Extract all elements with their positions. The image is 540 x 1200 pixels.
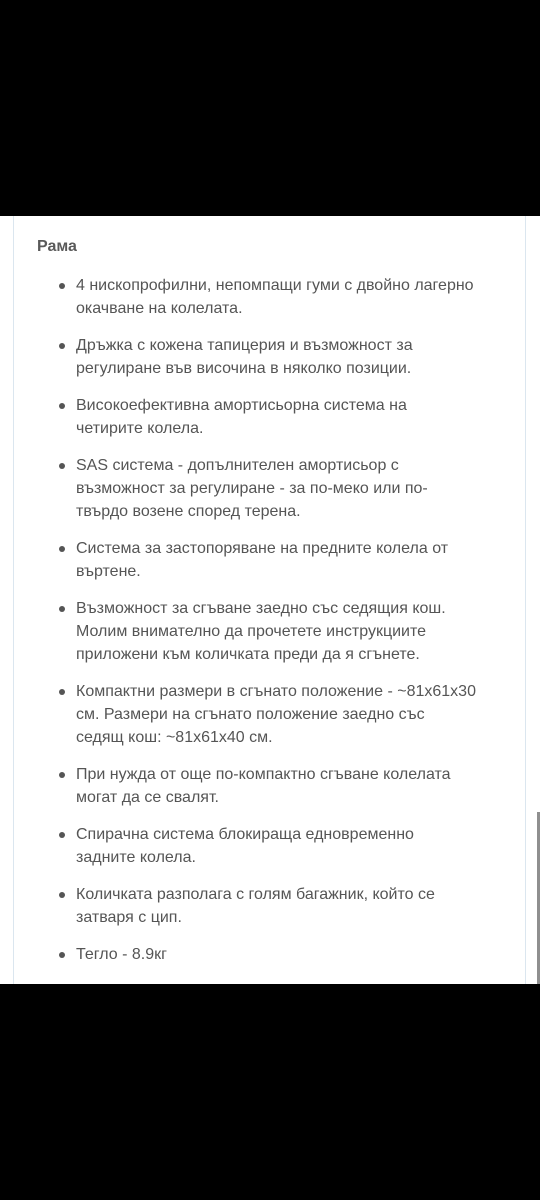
spec-text: SAS система - допълнителен амортисьор с възможност за регулиране - за по-меко или по-твърдо возене според терена. [76, 457, 428, 520]
spec-text: Дръжка с кожена тапицерия и възможност за регулиране във височина в няколко позиции. [76, 337, 413, 377]
list-item [56, 597, 476, 666]
specs-card [13, 216, 526, 984]
list-item [56, 823, 476, 869]
section-title: Рама [37, 238, 77, 255]
bullet-icon [59, 772, 65, 778]
bullet-icon [59, 403, 65, 409]
list-item [56, 454, 476, 523]
bullet-icon [59, 952, 65, 958]
list-item [56, 394, 476, 440]
bullet-icon [59, 892, 65, 898]
bullet-icon [59, 343, 65, 349]
spec-text: Възможност за сгъване заедно със седящия кош. Молим внимателно да прочетете инструкциите приложени към количката преди да я сгънете. [76, 600, 446, 663]
content-panel [0, 216, 540, 984]
spec-text: 4 нископрофилни, непомпащи гуми с двойно лагерно окачване на колелата. [76, 277, 474, 317]
spec-text: Спирачна система блокираща едновременно задните колела. [76, 826, 414, 866]
bullet-icon [59, 832, 65, 838]
spec-text: Високоефективна амортисьорна система на четирите колела. [76, 397, 407, 437]
bottom-black-area [0, 984, 540, 1200]
list-item [56, 274, 476, 320]
spec-text: Количката разполага с голям багажник, който се затваря с цип. [76, 886, 435, 926]
bullet-icon [59, 606, 65, 612]
list-item [56, 883, 476, 929]
list-item [56, 334, 476, 380]
bullet-icon [59, 689, 65, 695]
list-item [56, 943, 476, 966]
spec-text: При нужда от още по-компактно сгъване колелата могат да се свалят. [76, 766, 451, 806]
bullet-icon [59, 283, 65, 289]
spec-text: Компактни размери в сгънато положение - ~81x61x30 см. Размери на сгънато положение заедно със седящ кош: ~81x61x40 см. [76, 683, 476, 746]
list-item [56, 763, 476, 809]
spec-list [56, 274, 476, 980]
bullet-icon [59, 463, 65, 469]
spec-text: Система за застопоряване на предните колела от въртене. [76, 540, 449, 580]
list-item [56, 680, 476, 749]
spec-text: Тегло - 8.9кг [76, 946, 167, 963]
top-black-area [0, 0, 540, 216]
list-item [56, 537, 476, 583]
bullet-icon [59, 546, 65, 552]
